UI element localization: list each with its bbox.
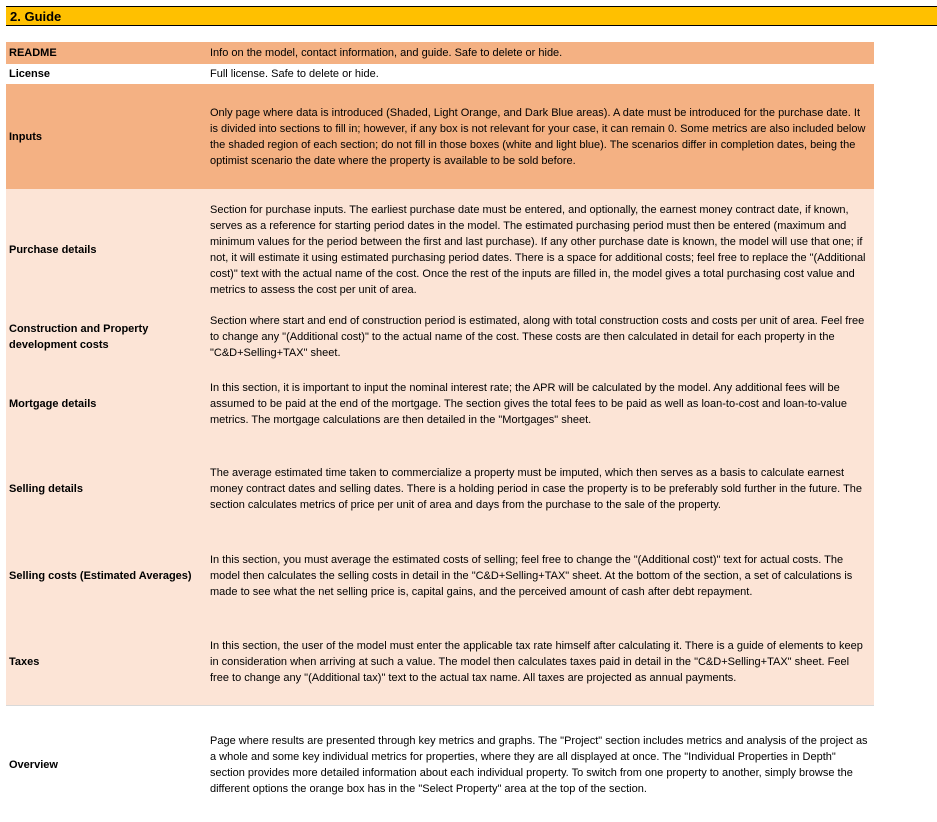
guide-row-readme[interactable] [6,42,874,64]
guide-row-license[interactable] [6,64,874,84]
row-label: Overview [9,759,58,771]
row-divider [6,705,874,706]
row-description: In this section, it is important to input the nominal interest rate; the APR will be calculated by the model. Any additional fees will be assumed to be paid at the end of the mortgage. The section gives the total fees to be paid as well as loan-to-cost and loan-to-value metrics. The mortgage calculations are then detailed in the "Mortgages" sheet. [210,382,847,426]
guide-row-overview[interactable] [6,712,874,818]
guide-row-mortgage-details[interactable] [6,363,874,445]
row-label: Taxes [9,656,40,668]
row-label: License [9,68,50,80]
row-label: Construction and Property development costs [9,323,149,351]
row-description: Info on the model, contact information, and guide. Safe to delete or hide. [210,47,563,59]
guide-row-purchase-details[interactable] [6,189,874,311]
row-description: In this section, you must average the estimated costs of selling; feel free to change the "(Additional cost)" text for actual costs. The model then calculates the selling costs in detail in the "C&D+Selling+TAX" sheet. At the bottom of the section, a set of calculations is made to see what the net selling price is, capital gains, and the perceived amount of cash after debt repayment. [210,554,853,598]
row-description: The average estimated time taken to commercialize a property must be imputed, which then serves as a basis to calculate earnest money contract dates and selling dates. There is a holding period in case the property is to be preferably sold further in the future. The section calculates metrics of price per unit of area and days from the purchase to the sale of the property. [210,467,863,511]
guide-row-taxes[interactable] [6,619,874,705]
row-label: Selling costs (Estimated Averages) [9,570,192,582]
guide-row-inputs[interactable] [6,84,874,189]
row-description: Section where start and end of construction period is estimated, along with total construction costs and costs per unit of area. Feel free to change any "(Additional cost)" to the actual name of the cost. These costs are then calculated in detail for each property in the "C&D+Selling+TAX" sheet. [210,315,865,359]
guide-row-selling-costs[interactable] [6,533,874,619]
section-title: 2. Guide [10,9,62,24]
guide-row-construction-costs[interactable] [6,311,874,363]
row-label: Selling details [9,483,83,495]
row-label: README [9,47,57,59]
row-description: Section for purchase inputs. The earliest purchase date must be entered, and optionally, the earnest money contract date, if known, serves as a reference for starting period dates in the model. The estimated purchasing period must then be entered (maximum and minimum values for the period between the first and last purchase). If any other purchase date is known, the model will use that one; if not, it will estimate it using estimated purchasing period dates. There is a space for additional costs; feel free to replace the "(Additional cost)" text with the actual name of the cost. Once the rest of the inputs are filled in, the model gives a total purchasing cost value and metrics to assess the cost per unit of area. [210,204,866,296]
row-description: In this section, the user of the model must enter the applicable tax rate himself after calculating it. There is a guide of elements to keep in consideration when arriving at such a value. The model then calculates taxes paid in detail in the "C&D+Selling+TAX" sheet. Feel free to change any "(Additional tax)" text to the actual tax name. All taxes are projected as annual payments. [210,640,863,684]
row-label: Mortgage details [9,398,97,410]
section-header [6,6,937,26]
row-description: Full license. Safe to delete or hide. [210,68,379,80]
guide-row-selling-details[interactable] [6,445,874,533]
row-label: Purchase details [9,244,97,256]
row-label: Inputs [9,130,42,143]
row-description: Only page where data is introduced (Shaded, Light Orange, and Dark Blue areas). A date must be introduced for the purchase date. It is divided into sections to fill in; however, if any box is not relevant for your case, it can remain 0. Some metrics are also included below the shaded region of each section; do not fill in those boxes (white and light blue). The scenarios differ in completion dates, being the optimist scenario the date where the property is available to be sold before. [210,106,866,167]
row-description: Page where results are presented through key metrics and graphs. The "Project" section includes metrics and analysis of the project as a whole and some key individual metrics for properties, where they are all displayed at once. The "Individual Properties in Depth" section provides more detailed information about each individual property. To switch from one property to another, simply browse the different options the orange box has in the "Select Property" area at the top of the section. [210,735,868,795]
